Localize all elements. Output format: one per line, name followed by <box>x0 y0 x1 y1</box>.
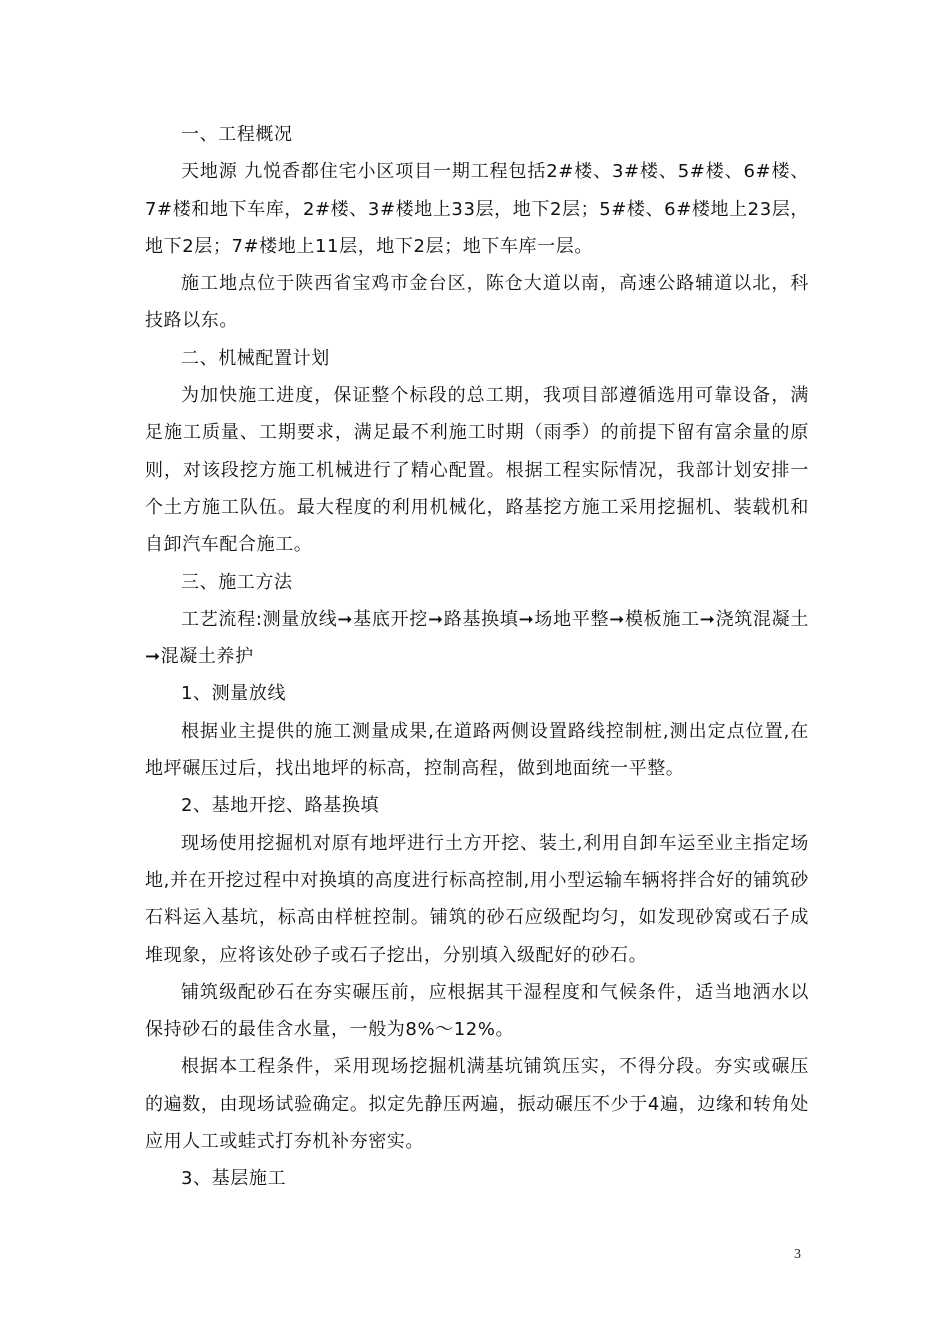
excavation-paragraph-2: 铺筑级配砂石在夯实碾压前，应根据其干湿程度和气候条件，适当地洒水以保持砂石的最佳含水量，一般为8%～12%。 <box>145 981 809 1041</box>
section-heading-method: 三、施工方法 <box>181 571 293 593</box>
machinery-paragraph: 为加快施工进度，保证整个标段的总工期，我项目部遵循选用可靠设备，满足施工质量、工期要求，满足最不利施工时期（雨季）的前提下留有富余量的原则，对该段挖方施工机械进行了精心配置。根据工程实际情况，我部计划安排一个土方施工队伍。最大程度的利用机械化，路基挖方施工采用挖掘机、装载机和自卸汽车配合施工。 <box>145 385 809 556</box>
overview-paragraph-2: 施工地点位于陕西省宝鸡市金台区，陈仓大道以南，高速公路辅道以北，科技路以东。 <box>145 273 809 332</box>
process-flow-paragraph: 工艺流程:测量放线➞基底开挖➞路基换填➞场地平整➞模板施工➞浇筑混凝土➞混凝土养护 <box>145 608 809 668</box>
section-heading-machinery: 二、机械配置计划 <box>181 347 330 369</box>
excavation-paragraph-1: 现场使用挖掘机对原有地坪进行土方开挖、装土,利用自卸车运至业主指定场地,并在开挖过程中对换填的高度进行标高控制,用小型运输车辆将拌合好的铺筑砂石料运入基坑，标高由样桩控制。铺筑的砂石应级配均匀，如发现砂窝或石子成堆现象，应将该处砂子或石子挖出，分别填入级配好的砂石。 <box>145 832 809 966</box>
section-heading-overview: 一、工程概况 <box>181 124 293 145</box>
subheading-excavation: 2、基地开挖、路基换填 <box>181 795 380 817</box>
excavation-paragraph-3: 根据本工程条件，采用现场挖掘机满基坑铺筑压实，不得分段。夯实或碾压的遍数，由现场试验确定。拟定先静压两遍，振动碾压不少于4遍，边缘和转角处应用人工或蛙式打夯机补夯密实。 <box>145 1056 809 1153</box>
page-number: 3 <box>794 1247 801 1262</box>
overview-paragraph-1: 天地源 九悦香都住宅小区项目一期工程包括2#楼、3#楼、5#楼、6#楼、7#楼和地下车库，2#楼、3#楼地上33层，地下2层；5#楼、6#楼地上23层，地下2层；7#楼地上11层，地下2层；地下车库一层。 <box>145 161 809 257</box>
survey-paragraph: 根据业主提供的施工测量成果,在道路两侧设置路线控制桩,测出定点位置,在地坪碾压过后，找出地坪的标高，控制高程，做到地面统一平整。 <box>145 720 809 780</box>
document-body <box>145 116 809 1198</box>
subheading-survey: 1、测量放线 <box>181 683 287 705</box>
subheading-base-construction: 3、基层施工 <box>181 1168 287 1190</box>
